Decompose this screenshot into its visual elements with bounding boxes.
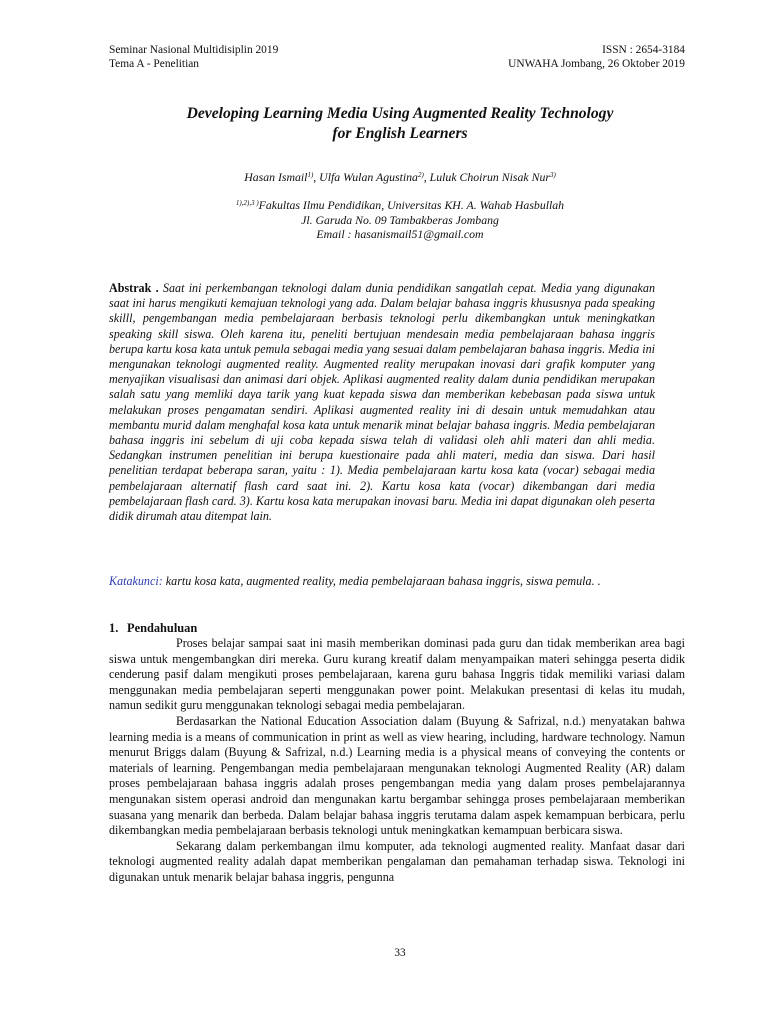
paragraph: Berdasarkan the National Education Association dalam (Buyung & Safrizal, n.d.) menyatakan bahwa learning media is a means of communication in print as well as view hearing, including, hardware technology. Namun menurut Briggs dalam (Buyung & Safrizal, n.d.) Learning media is a physical means of conveying the contents or materials of learning. Pengembangan media pembelajaraan mengunakan teknologi Augmented Reality (AR) dalam proses pembelajaraan bahasa inggris adalah proses pengembangan media yang dalam proses pembelajarannya mengunakan sistem operasi android dan mengunakan kartu bergambar sehingga proses pembelajaraan memberikan suasana yang menarik dan berbeda. Dalam belajar bahasa inggris terutama dalam aspek kemampuan berbicara, perlu dikembangkan media pembelajaraan berbasis teknologi untuk meningkatkan kemampuan berbicara siswa.	[109, 713, 685, 838]
place-date: UNWAHA Jombang, 26 Oktober 2019	[508, 58, 685, 70]
theme-label: Tema A - Penelitian	[109, 58, 199, 70]
paragraph: Sekarang dalam perkembangan ilmu komputer, ada teknologi augmented reality. Manfaat dasar dari teknologi augmented reality adalah dapat memberikan pengalaman dan pemahaman terhadap siswa. Teknologi ini digunakan untuk menarik belajar bahasa inggris, pengunna	[109, 838, 685, 884]
author-1-sup: 1)	[307, 171, 314, 179]
author-3-sup: 3)	[549, 171, 556, 179]
section-number: 1.	[109, 621, 119, 635]
author-list	[100, 170, 700, 185]
section-heading	[109, 621, 197, 636]
paragraph: Proses belajar sampai saat ini masih memberikan dominasi pada guru dan tidak memberikan area bagi siswa untuk mengembangkan diri mereka. Guru kurang kreatif dalam menyampaikan materi sehingga peserta didik cenderung pasif dalam mengikuti proses pembelajaraan, karena guru bahasa Inggris tidak memiliki variasi dalam menggunakan media pembelajaran seperti menggunakan power point. Melakukan presentasi di kelas itu mudah, namun sedikit guru menggunakan teknologi sebagai media pembelajaran.	[109, 636, 685, 713]
author-3: , Luluk Choirun Nisak Nur	[423, 170, 550, 184]
running-header-right	[508, 43, 685, 71]
abstract-text: Saat ini perkembangan teknologi dalam dunia pendidikan sangatlah cepat. Media yang digunakan saat ini harus mengikuti kemajuan teknologi yang ada. Dalam belajar bahasa inggris khususnya pada speaking skilll, pengembangan media pembelajaraan berbasis teknologi perlu dikembangkan untuk meningkatkan speaking skill siswa. Oleh karena itu, peneliti bertujuan mendesain media pembelajaraan bahasa inggris berupa kartu kosa kata untuk pemula sebagai media yang sesuai dalam pembelajaran bahasa inggris. Media ini mengunakan teknologi augmented reality. Augmented reality merupakan inovasi dari grafik komputer yang menyajikan visualisasi dan animasi dari objek. Aplikasi augmented reality dalam dunia pendidikan merupakan salah satu yang memliki daya tarik yang kuat kepada siswa dan memberikan kebebasan pada siswa untuk melakukan proses pengamatan sendiri. Aplikasi augmented reality ini di desain untuk memudahkan atau membantu murid dalam menghafal kosa kata untuk menarik minat belajar bahasa inggris. Media pembelajaran bahasa inggris ini sebelum di uji coba kepada siswa telah di validasi oleh ahli materi dan ahli media. Sedangkan instrumen penelitian ini berupa kuestionaire pada ahli materi, media dan siswa. Dari hasil penelitian terdapat beberapa saran, yaitu : 1). Media pembelajaraan kartu kosa kata (vocar) sebagai media pembelajaraan alternatif flash card saat ini. 2). Kartu kosa kata (vocar) dikembangan dari media pembelajaraan flash card. 3). Kartu kosa kata merupakan inovasi baru. Media ini dapat digunakan oleh peserta didik dirumah atau ditempat lain.	[109, 281, 655, 524]
author-2-sup: 2)	[417, 171, 424, 179]
affiliation-email: Email : hasanismail51@gmail.com	[316, 227, 484, 241]
title-line-2: for English Learners	[332, 125, 468, 142]
keywords-text: kartu kosa kata, augmented reality, media pembelajaraan bahasa inggris, siswa pemula. .	[162, 574, 601, 588]
abstract	[109, 281, 655, 524]
affiliation-line-2: Jl. Garuda No. 09 Tambakberas Jombang	[301, 212, 499, 227]
seminar-name: Seminar Nasional Multidisiplin 2019	[109, 44, 279, 56]
affiliation-sup: 1),2),3 )	[235, 199, 259, 207]
section-title: Pendahuluan	[127, 621, 198, 635]
keywords-label: Katakunci:	[109, 574, 163, 588]
author-1: Hasan Ismail	[244, 170, 308, 184]
keywords	[109, 574, 649, 590]
issn: ISSN : 2654-3184	[602, 44, 685, 56]
page-number: 33	[394, 947, 406, 959]
affiliation-line-1: Fakultas Ilmu Pendidikan, Universitas KH. A. Wahab Hasbullah	[258, 198, 565, 212]
author-2: , Ulfa Wulan Agustina	[313, 170, 418, 184]
paper-title	[100, 104, 700, 144]
body-text	[109, 636, 685, 886]
affiliation	[100, 198, 700, 242]
running-header-left	[109, 43, 278, 71]
title-line-1: Developing Learning Media Using Augmented Reality Technology	[186, 105, 614, 122]
abstract-label: Abstrak .	[109, 281, 163, 295]
